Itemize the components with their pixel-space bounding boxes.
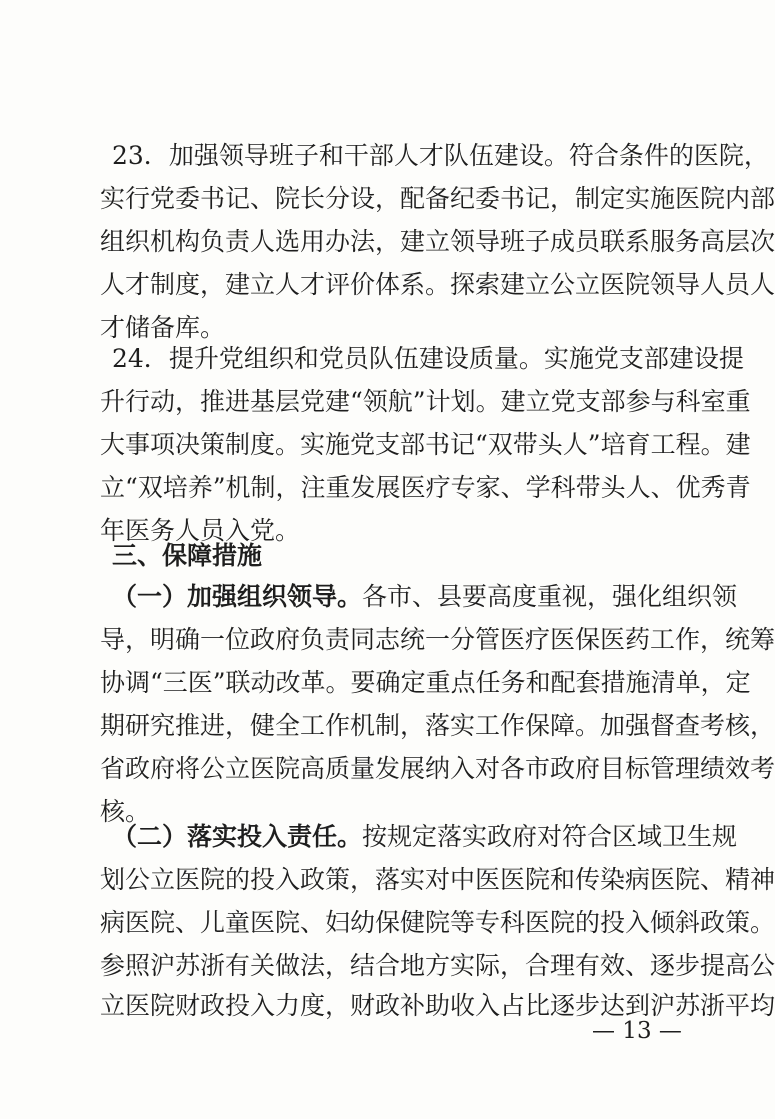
- section-23-number: 23．: [112, 141, 169, 170]
- page-number: — 13 —: [592, 1018, 682, 1044]
- section-24-first-line: [112, 339, 744, 379]
- measure-1-line: 省政府将公立医院高质量发展纳入对各市政府目标管理绩效考: [100, 754, 775, 783]
- section-23-line1-rest: 符合条件的医院，: [568, 141, 769, 170]
- measure-1-line1-rest: 各市、县要高度重视，强化组织领: [362, 582, 738, 611]
- section-24-line: 立“双培养”机制，注重发展医疗专家、学科带头人、优秀青: [100, 473, 751, 502]
- section-23-line: 实行党委书记、院长分设，配备纪委书记，制定实施医院内部: [100, 184, 775, 213]
- measure-1-first-line: [112, 577, 738, 617]
- measure-2-line1-rest: 按规定落实政府对符合区域卫生规: [362, 822, 738, 851]
- measure-1-label: （一）加强组织领导。: [112, 582, 363, 611]
- measure-1-line: 期研究推进，健全工作机制，落实工作保障。加强督查考核，: [100, 711, 775, 740]
- measure-1-line: 核。: [100, 797, 151, 826]
- section-23-first-line: [112, 136, 769, 176]
- measure-2-line: 划公立医院的投入政策，落实对中医医院和传染病医院、精神: [100, 865, 775, 894]
- section-24-line1-rest: 实施党支部建设提: [543, 344, 744, 373]
- section-heading: 三、保障措施: [112, 541, 263, 570]
- measure-2-line: 立医院财政投入力度，财政补助收入占比逐步达到沪苏浙平均: [100, 991, 775, 1020]
- measure-2-label: （二）落实投入责任。: [112, 822, 363, 851]
- section-24-line: 年医务人员入党。: [100, 516, 301, 545]
- section-23-line: 人才制度，建立人才评价体系。探索建立公立医院领导人员人: [100, 270, 775, 299]
- measure-1-line: 导，明确一位政府负责同志统一分管医疗医保医药工作，统筹: [100, 625, 775, 654]
- section-24-title: 提升党组织和党员队伍建设质量。: [168, 344, 544, 373]
- section-24-number: 24．: [112, 344, 169, 373]
- section-24-line: 大事项决策制度。实施党支部书记“双带头人”培育工程。建: [100, 430, 751, 459]
- measure-2-line: 病医院、儿童医院、妇幼保健院等专科医院的投入倾斜政策。: [100, 908, 775, 937]
- measure-1-line: 协调“三医”联动改革。要确定重点任务和配套措施清单，定: [100, 668, 751, 697]
- section-24-line: 升行动，推进基层党建“领航”计划。建立党支部参与科室重: [100, 387, 751, 416]
- section-23-line: 才储备库。: [100, 313, 226, 342]
- section-23-title: 加强领导班子和干部人才队伍建设。: [168, 141, 569, 170]
- section-23-line: 组织机构负责人选用办法，建立领导班子成员联系服务高层次: [100, 227, 775, 256]
- measure-2-line: 参照沪苏浙有关做法，结合地方实际，合理有效、逐步提高公: [100, 951, 775, 980]
- measure-2-first-line: [112, 817, 738, 857]
